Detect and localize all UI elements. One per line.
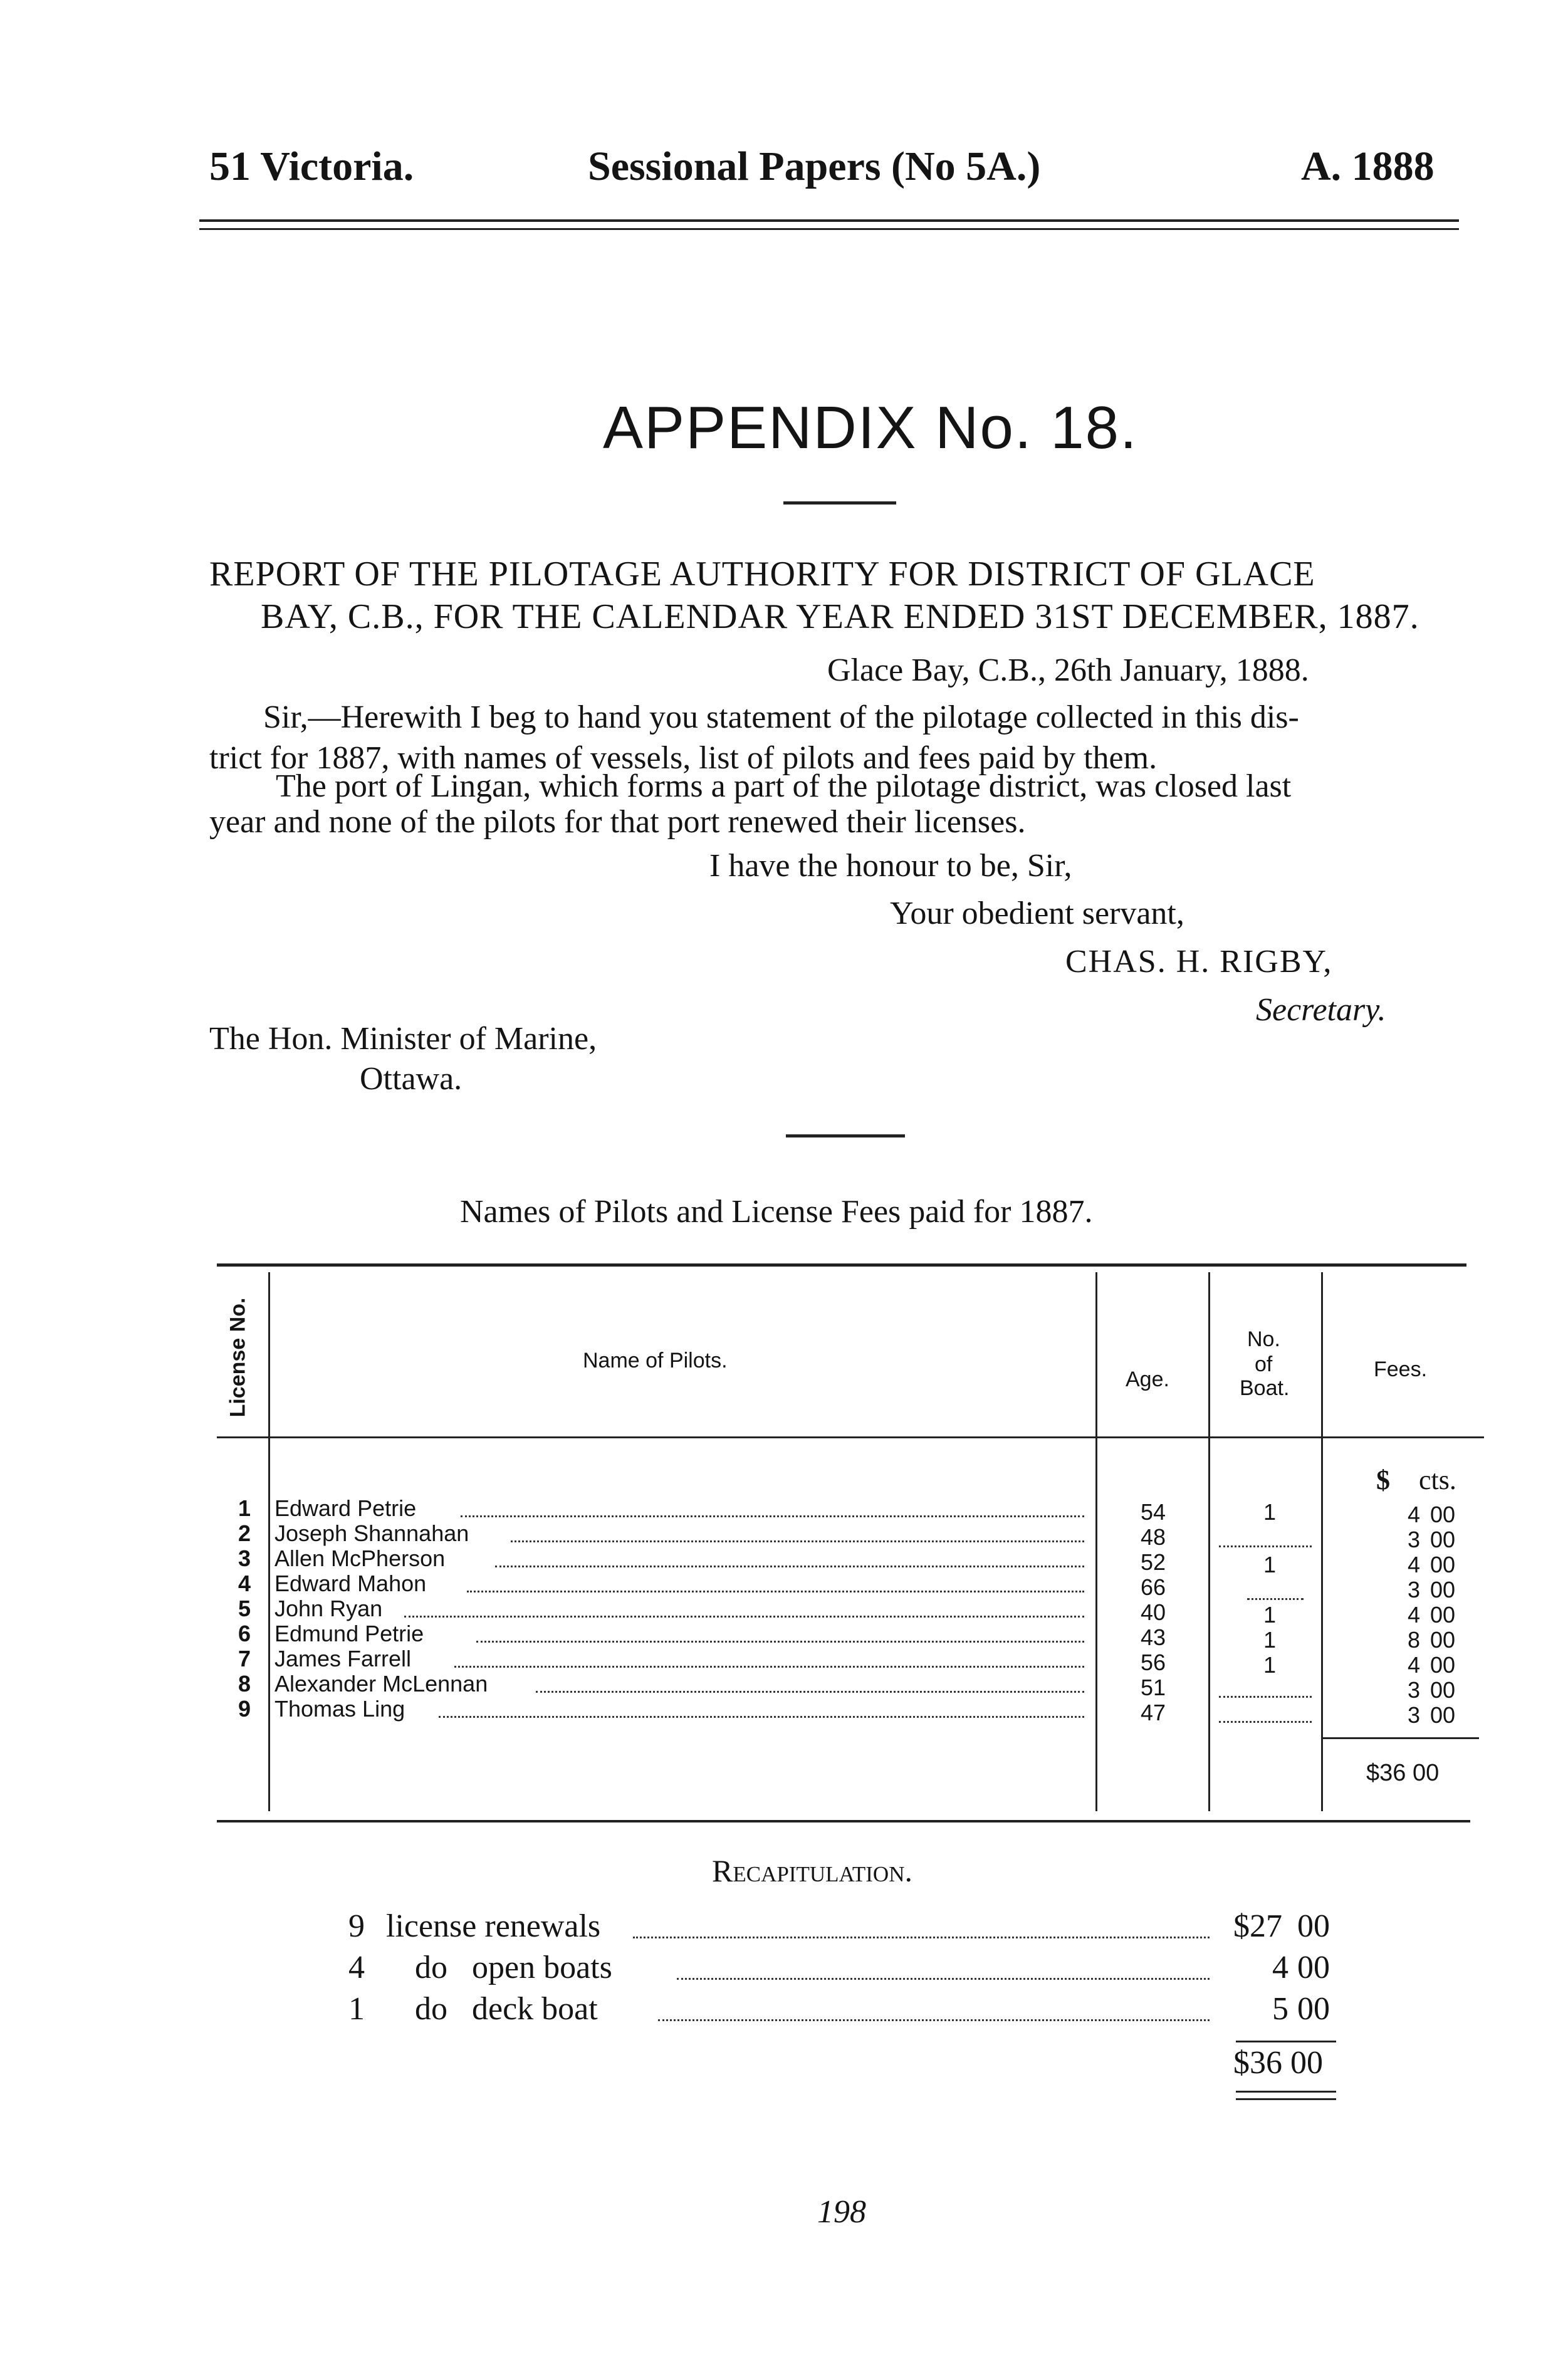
table-total: $36 00 [1366, 1760, 1440, 1786]
row-boat-leader [1219, 1696, 1312, 1698]
letter-separator [786, 1134, 905, 1137]
row-boat-leader [1219, 1721, 1312, 1723]
table-title: Names of Pilots and License Fees paid for 1887. [460, 1194, 1093, 1230]
row-age: 40 [1141, 1599, 1166, 1625]
row-fee-cents: 00 [1430, 1552, 1456, 1577]
row-fee-cents: 00 [1430, 1527, 1456, 1552]
row-age: 51 [1141, 1675, 1166, 1700]
letter-dateline: Glace Bay, C.B., 26th January, 1888. [827, 652, 1309, 688]
letter-signature-title: Secretary. [1256, 992, 1386, 1028]
row-leader [404, 1616, 1084, 1618]
fees-unit-dollars: $ [1376, 1465, 1390, 1495]
header-center: Sessional Papers (No 5A.) [588, 144, 1041, 189]
recap-double-rule-1 [1236, 2091, 1336, 2093]
recap-qty: 4 [348, 1950, 365, 1985]
row-fee-cents: 00 [1430, 1577, 1456, 1603]
row-license-no: 3 [238, 1545, 251, 1571]
recap-title: Recapitulation. [712, 1853, 912, 1888]
row-fee-cents: 00 [1430, 1677, 1456, 1703]
letter-signature: CHAS. H. RIGBY, [1065, 944, 1333, 980]
row-license-no: 5 [238, 1596, 251, 1621]
row-license-no: 2 [238, 1520, 251, 1546]
col-divider-4 [1321, 1272, 1323, 1811]
header-license-no: License No. [226, 1297, 250, 1418]
recap-qty: 9 [348, 1908, 365, 1944]
row-boat: 1 [1263, 1627, 1277, 1653]
row-fee-cents: 00 [1430, 1652, 1456, 1678]
table-header-rule [217, 1436, 1484, 1438]
row-fee-dollars: 8 [1408, 1627, 1421, 1653]
header-boat-1: No. [1247, 1327, 1280, 1351]
row-boat: 1 [1263, 1652, 1277, 1678]
recap-label: do deck boat [415, 1991, 598, 2027]
row-pilot-name: Edmund Petrie [274, 1621, 424, 1646]
row-pilot-name: Alexander McLennan [274, 1671, 488, 1697]
row-fee-cents: 00 [1430, 1627, 1456, 1653]
recap-qty: 1 [348, 1991, 365, 2027]
row-age: 43 [1141, 1624, 1166, 1650]
row-pilot-name: Allen McPherson [274, 1545, 446, 1571]
letter-addressee2: Ottawa. [360, 1061, 463, 1097]
row-leader [476, 1641, 1084, 1643]
letter-addressee1: The Hon. Minister of Marine, [209, 1021, 597, 1057]
header-fees: Fees. [1374, 1357, 1428, 1381]
recap-dollars: 5 [1272, 1991, 1288, 2027]
row-fee-dollars: 3 [1408, 1702, 1421, 1728]
row-fee-dollars: 3 [1408, 1527, 1421, 1552]
row-leader [495, 1566, 1084, 1567]
row-license-no: 8 [238, 1671, 251, 1697]
header-name: Name of Pilots. [583, 1349, 728, 1372]
recap-dollars: $27 [1233, 1908, 1282, 1944]
row-license-no: 7 [238, 1646, 251, 1671]
row-age: 66 [1141, 1574, 1166, 1600]
letter-para1-line2: trict for 1887, with names of vessels, list of pilots and fees paid by them. [209, 740, 1158, 776]
total-rule [1322, 1737, 1479, 1739]
row-fee-cents: 00 [1430, 1702, 1456, 1728]
col-divider-2 [1095, 1272, 1097, 1811]
recap-leader [633, 1937, 1210, 1938]
table-top-rule [217, 1263, 1466, 1267]
row-pilot-name: James Farrell [274, 1646, 412, 1671]
row-age: 47 [1141, 1700, 1166, 1725]
letter-closing2: Your obedient servant, [890, 896, 1184, 931]
row-age: 56 [1141, 1650, 1166, 1675]
header-boat-3: Boat. [1240, 1376, 1290, 1400]
title-separator [783, 501, 896, 505]
col-divider-1 [268, 1272, 270, 1811]
row-pilot-name: Edward Mahon [274, 1571, 427, 1596]
recap-total: $36 00 [1233, 2045, 1323, 2081]
row-pilot-name: John Ryan [274, 1596, 383, 1621]
recap-sum-rule [1236, 2041, 1336, 2042]
row-leader [461, 1515, 1084, 1517]
recap-cents: 00 [1297, 1991, 1330, 2027]
table-bottom-rule [217, 1820, 1470, 1822]
row-license-no: 6 [238, 1621, 251, 1646]
row-age: 52 [1141, 1549, 1166, 1575]
row-boat: 1 [1263, 1552, 1277, 1577]
recap-leader [677, 1978, 1210, 1980]
row-fee-dollars: 3 [1408, 1677, 1421, 1703]
col-divider-3 [1208, 1272, 1210, 1811]
letter-para2-line2: year and none of the pilots for that port renewed their licenses. [209, 804, 1026, 840]
row-leader [467, 1591, 1084, 1592]
row-fee-dollars: 3 [1408, 1577, 1421, 1603]
row-fee-dollars: 4 [1408, 1552, 1421, 1577]
row-pilot-name: Edward Petrie [274, 1495, 417, 1521]
row-fee-dollars: 4 [1408, 1602, 1421, 1628]
row-fee-dollars: 4 [1408, 1652, 1421, 1678]
row-leader [536, 1691, 1084, 1693]
recap-label: license renewals [386, 1908, 601, 1944]
letter-para2-line1: The port of Lingan, which forms a part of the pilotage district, was closed last [276, 768, 1292, 804]
letter-closing1: I have the honour to be, Sir, [709, 848, 1072, 884]
row-pilot-name: Joseph Shannahan [274, 1520, 469, 1546]
recap-cents: 00 [1297, 1908, 1330, 1944]
row-fee-cents: 00 [1430, 1602, 1456, 1628]
row-license-no: 9 [238, 1696, 251, 1722]
recap-label: do open boats [415, 1950, 612, 1985]
row-leader [511, 1540, 1084, 1542]
row-pilot-name: Thomas Ling [274, 1696, 405, 1722]
row-age: 54 [1141, 1499, 1166, 1525]
row-boat: 1 [1263, 1499, 1277, 1525]
row-age: 48 [1141, 1524, 1166, 1550]
row-fee-cents: 00 [1430, 1502, 1456, 1527]
letter-para1-line1: Sir,—Herewith I beg to hand you statement of the pilotage collected in this dis- [263, 699, 1299, 735]
recap-dollars: 4 [1272, 1950, 1288, 1985]
row-fee-dollars: 4 [1408, 1502, 1421, 1527]
row-boat: 1 [1263, 1602, 1277, 1628]
header-rule-top [199, 219, 1459, 222]
recap-double-rule-2 [1236, 2098, 1336, 2100]
fees-unit-cents: cts. [1419, 1465, 1456, 1495]
recap-cents: 00 [1297, 1950, 1330, 1985]
header-age: Age. [1126, 1367, 1169, 1391]
header-right: A. 1888 [1301, 144, 1435, 189]
row-leader [454, 1666, 1084, 1668]
recap-leader [658, 2019, 1210, 2021]
report-title-line1: REPORT OF THE PILOTAGE AUTHORITY FOR DISTRICT OF GLACE [209, 555, 1315, 593]
row-boat-leader [1219, 1545, 1312, 1547]
page-number: 198 [817, 2194, 866, 2230]
row-boat-leader [1247, 1598, 1304, 1600]
header-boat-2: of [1255, 1352, 1273, 1376]
report-title-line2: BAY, C.B., FOR THE CALENDAR YEAR ENDED 31ST DECEMBER, 1887. [261, 597, 1419, 636]
row-license-no: 4 [238, 1571, 251, 1596]
appendix-title: APPENDIX No. 18. [603, 394, 1138, 461]
header-left: 51 Victoria. [209, 144, 414, 189]
header-rule-bottom [199, 228, 1459, 230]
row-license-no: 1 [238, 1495, 251, 1521]
row-leader [439, 1716, 1084, 1718]
